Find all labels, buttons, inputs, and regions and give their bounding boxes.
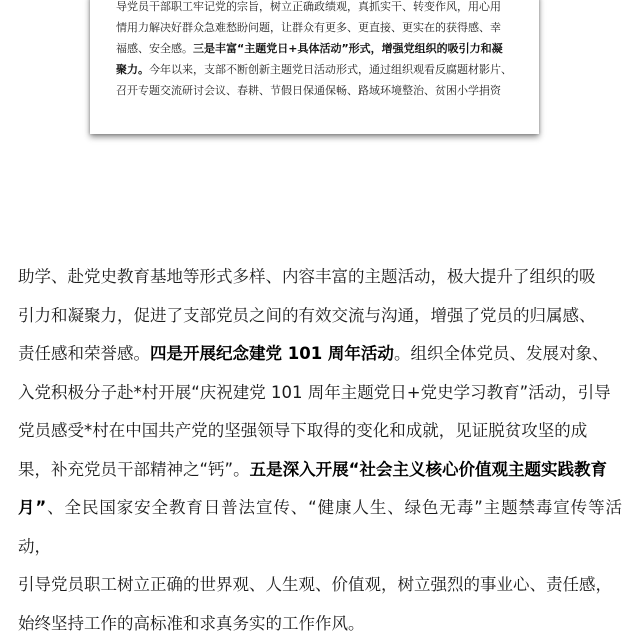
- body-paragraph: [18, 258, 622, 640]
- excerpt-line: 召开专题交流研讨会议、春耕、节假日保通保畅、路域环境整治、贫困小学捐资: [116, 84, 501, 97]
- bold-heading-five: 五是深入开展“社会主义核心价值观主题实践教育: [249, 459, 607, 479]
- bold-heading-four: 四是开展纪念建党 101 周年活动: [150, 344, 394, 363]
- body-line: 党员感受*村在中国共产党的坚强领导下取得的变化和成就，见证脱贫攻坚的成: [18, 421, 588, 440]
- body-line: 始终坚持工作的高标准和求真务实的工作作风。: [18, 613, 365, 633]
- excerpt-line: 情用力解决好群众急难愁盼问题，让群众有更多、更直接、更实在的获得感、幸: [116, 21, 501, 34]
- body-line: 助学、赴党史教育基地等形式多样、内容丰富的主题活动，极大提升了组织的吸: [18, 267, 596, 286]
- body-text-run: 责任感和荣誉感。: [18, 344, 150, 363]
- body-line: 入党积极分子赴*村开展“庆祝建党 101 周年主题党日+党史学习教育”活动，引导: [18, 382, 611, 402]
- excerpt-text-run: 今年以来，支部不断创新主题党日活动形式，通过组织观看反腐题材影片、: [149, 63, 512, 76]
- excerpt-text-run: 福感、安全感。: [116, 42, 193, 55]
- excerpt-text: [116, 0, 516, 101]
- excerpt-bold-heading: 三是丰富“主题党日+具体活动”形式，增强党组织的吸引力和凝: [193, 42, 503, 55]
- body-line: 引导党员职工树立正确的世界观、人生观、价值观，树立强烈的事业心、责任感，: [18, 575, 612, 594]
- body-text-run: 果，补充党员干部精神之“钙”。: [18, 459, 250, 479]
- body-line: [18, 335, 622, 374]
- body-text-run: 。组织全体党员、发展对象、: [393, 344, 609, 363]
- excerpt-line: [116, 38, 516, 59]
- body-line: [18, 451, 622, 490]
- excerpt-bold-heading: 聚力。: [116, 63, 149, 76]
- excerpt-line: 导党员干部职工牢记党的宗旨，树立正确政绩观，真抓实干、转变作风，用心用: [116, 0, 501, 13]
- body-text-run: 、全民国家安全教育日普法宣传、“健康人生、绿色无毒”主题禁毒宣传等活动，: [18, 498, 622, 556]
- body-line: 引力和凝聚力，促进了支部党员之间的有效交流与沟通，增强了党员的归属感、: [18, 305, 596, 325]
- excerpt-image-card: [90, 0, 539, 134]
- excerpt-line: [116, 59, 516, 80]
- bold-heading-five-cont: 月”: [18, 498, 47, 517]
- body-line: [18, 489, 622, 566]
